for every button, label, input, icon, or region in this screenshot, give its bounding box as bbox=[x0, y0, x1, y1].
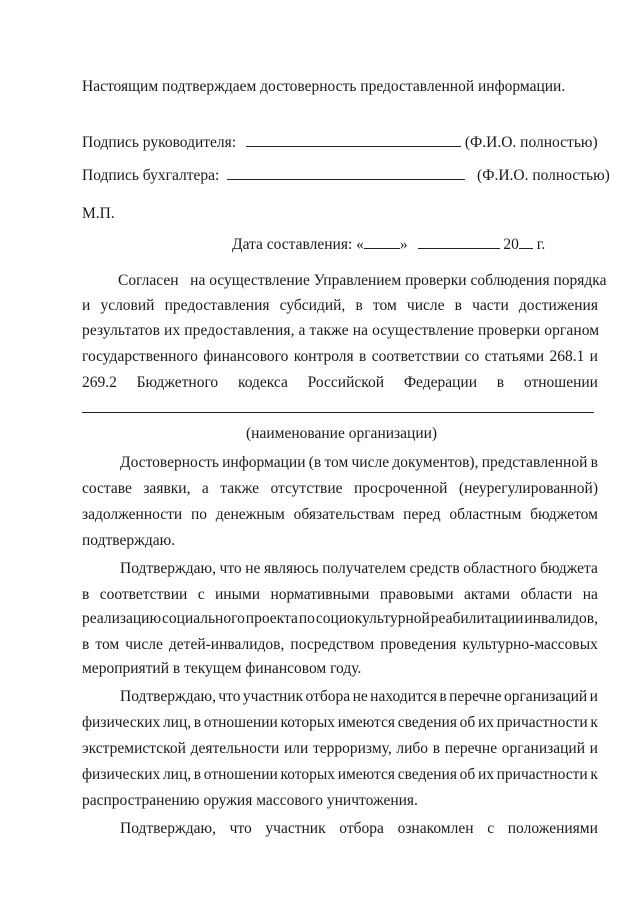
word: числе bbox=[125, 636, 163, 653]
word: проекта bbox=[245, 610, 298, 627]
word: Подтверждаю, bbox=[120, 688, 216, 705]
word: с bbox=[197, 586, 205, 603]
word: перечне bbox=[449, 688, 502, 705]
word: условий bbox=[100, 297, 155, 314]
word: Бюджетного bbox=[136, 374, 219, 391]
word: участник bbox=[242, 688, 304, 705]
word: не bbox=[245, 560, 261, 577]
reliability-line-2 bbox=[82, 480, 598, 498]
date-row bbox=[232, 236, 545, 254]
reliability-line-3 bbox=[82, 506, 598, 524]
recipient-line-4 bbox=[82, 636, 598, 654]
word: бюджета bbox=[540, 560, 598, 577]
extremism-line-2 bbox=[82, 714, 598, 732]
word: не bbox=[352, 688, 368, 705]
word: культурно-массовых bbox=[462, 636, 598, 653]
word: проведения bbox=[380, 636, 457, 653]
word: иными bbox=[214, 586, 261, 603]
word: в bbox=[432, 740, 441, 757]
word: либо bbox=[396, 740, 429, 757]
word: Российской bbox=[307, 374, 385, 391]
consent-word: Согласен bbox=[118, 272, 179, 289]
word: лиц, bbox=[162, 766, 192, 783]
stamp-mark: М.П. bbox=[82, 205, 115, 222]
signature-accountant-row bbox=[82, 167, 610, 185]
word: экстремистской bbox=[82, 740, 186, 757]
word: на bbox=[582, 586, 598, 603]
word: перечне bbox=[444, 740, 498, 757]
signature-accountant-label: Подпись бухгалтера: bbox=[82, 167, 220, 184]
word: участник bbox=[265, 820, 326, 837]
word: терроризму, bbox=[312, 740, 392, 757]
word: что bbox=[229, 820, 252, 837]
word: просроченной bbox=[353, 480, 448, 497]
word: актами bbox=[463, 586, 511, 603]
word: причастности bbox=[496, 714, 588, 731]
word: по bbox=[190, 506, 207, 523]
word: социального bbox=[162, 610, 245, 627]
word: являюсь bbox=[264, 560, 319, 577]
word: и bbox=[589, 348, 598, 365]
date-close-quote: » bbox=[399, 236, 408, 253]
word: субсидий, bbox=[279, 297, 346, 314]
word: представленной bbox=[481, 454, 588, 471]
word: инвалидов, bbox=[524, 610, 598, 627]
organization-name-field[interactable] bbox=[82, 412, 594, 413]
word: что bbox=[219, 560, 242, 577]
word: физических bbox=[82, 766, 161, 783]
word: отношении bbox=[523, 374, 598, 391]
word: задолженности bbox=[82, 506, 183, 523]
word: что bbox=[218, 688, 241, 705]
acquainted-line-1 bbox=[120, 820, 598, 838]
word: 269.2 bbox=[82, 374, 117, 391]
date-day-field[interactable] bbox=[364, 247, 400, 249]
reliability-line-1 bbox=[120, 454, 598, 472]
recipient-line-2 bbox=[82, 586, 598, 604]
word: документов), bbox=[392, 454, 479, 471]
word: предоставления bbox=[164, 297, 270, 314]
word: статьями bbox=[484, 348, 545, 365]
word: соответствии bbox=[99, 586, 188, 603]
word: отсутствие bbox=[270, 480, 343, 497]
word: которых bbox=[280, 714, 336, 731]
signature-head-label: Подпись руководителя: bbox=[82, 134, 237, 151]
word: Достоверность bbox=[120, 454, 219, 471]
word: составе bbox=[82, 480, 132, 497]
word: или bbox=[283, 740, 309, 757]
word: соответствии bbox=[371, 348, 460, 365]
word: в bbox=[355, 297, 363, 314]
word: перед bbox=[403, 506, 441, 523]
consent-line-4 bbox=[82, 348, 598, 366]
word: также bbox=[220, 480, 260, 497]
recipient-line-3 bbox=[82, 610, 598, 628]
word: посредством bbox=[290, 636, 375, 653]
word: об bbox=[459, 766, 476, 783]
word: том bbox=[324, 454, 349, 471]
consent-line-5 bbox=[82, 374, 598, 392]
organization-caption: (наименование организации) bbox=[246, 425, 438, 442]
word: физических bbox=[82, 714, 161, 731]
signature-accountant-hint: (Ф.И.О. полностью) bbox=[477, 167, 610, 184]
consent-line-3: результатов их предоставления, а также на осуществление проверки органом bbox=[82, 322, 600, 339]
word: финансового bbox=[203, 348, 289, 365]
word: сведения bbox=[397, 714, 457, 731]
word: их bbox=[477, 714, 494, 731]
word: в bbox=[193, 766, 202, 783]
word: том bbox=[95, 636, 120, 653]
word: и bbox=[589, 740, 598, 757]
word: государственного bbox=[82, 348, 198, 365]
word: в bbox=[82, 586, 90, 603]
word: в bbox=[193, 714, 202, 731]
word: Федерации bbox=[403, 374, 478, 391]
date-month-field[interactable] bbox=[418, 247, 500, 249]
word: области bbox=[520, 586, 573, 603]
date-label: Дата составления: « bbox=[232, 236, 364, 253]
extremism-line-1 bbox=[120, 688, 598, 706]
signature-head-field[interactable] bbox=[246, 145, 461, 147]
word: средств bbox=[409, 560, 460, 577]
word: к bbox=[590, 714, 598, 731]
word: а bbox=[201, 480, 209, 497]
word: об bbox=[459, 714, 476, 731]
date-year-suffix: г. bbox=[536, 236, 546, 253]
word: имеются bbox=[337, 766, 396, 783]
word: реализацию bbox=[82, 610, 162, 627]
extremism-line-5: распространению оружия массового уничтожения. bbox=[82, 792, 418, 809]
word: детей-инвалидов, bbox=[168, 636, 285, 653]
word: (в bbox=[308, 454, 322, 471]
word: в bbox=[590, 454, 598, 471]
word: заявки, bbox=[143, 480, 191, 497]
extremism-line-3 bbox=[82, 740, 598, 758]
word: кодекса bbox=[237, 374, 288, 391]
word: областным bbox=[449, 506, 522, 523]
word: которых bbox=[280, 766, 336, 783]
word: с bbox=[487, 820, 495, 837]
word: нормативными bbox=[270, 586, 370, 603]
consent-line-1 bbox=[118, 272, 606, 290]
word: ознакомлен bbox=[397, 820, 474, 837]
word: лиц, bbox=[162, 714, 192, 731]
word: обязательствам bbox=[293, 506, 395, 523]
word: положениями bbox=[507, 820, 598, 837]
word: областного bbox=[463, 560, 537, 577]
date-year-prefix: 20 bbox=[503, 236, 519, 253]
word: социокультурной bbox=[315, 610, 430, 627]
word: причастности bbox=[496, 766, 588, 783]
reliability-line-4: подтверждаю. bbox=[82, 532, 176, 549]
word: и bbox=[589, 688, 598, 705]
confirm-line: Настоящим подтверждаем достоверность предоставленной информации. bbox=[82, 78, 566, 95]
word: организаций bbox=[503, 688, 588, 705]
word: в bbox=[454, 297, 462, 314]
consent-line-2 bbox=[82, 297, 598, 315]
word: в bbox=[496, 374, 505, 391]
word: получателем bbox=[322, 560, 406, 577]
word: в bbox=[439, 688, 447, 705]
word: Подтверждаю, bbox=[120, 560, 216, 577]
word: Подтверждаю, bbox=[120, 820, 216, 837]
consent-word: на осуществление Управлением проверки соблюдения порядка bbox=[190, 272, 607, 289]
word: достижения bbox=[518, 297, 598, 314]
word: в bbox=[82, 636, 90, 653]
word: числе bbox=[406, 297, 445, 314]
word: к bbox=[590, 766, 598, 783]
date-year-field[interactable] bbox=[519, 247, 533, 249]
word: отбора bbox=[339, 820, 384, 837]
word: 268.1 bbox=[549, 348, 585, 365]
word: и bbox=[82, 297, 91, 314]
word: находится bbox=[370, 688, 437, 705]
word: деятельности bbox=[190, 740, 280, 757]
word: (неурегулированной) bbox=[458, 480, 598, 497]
word: отношении bbox=[203, 714, 278, 731]
recipient-line-5: мероприятий в текущем финансовом году. bbox=[82, 660, 362, 677]
word: сведения bbox=[397, 766, 457, 783]
word: правовыми bbox=[379, 586, 454, 603]
word: со bbox=[464, 348, 480, 365]
word: денежным bbox=[215, 506, 285, 523]
word: отношении bbox=[203, 766, 278, 783]
word: имеются bbox=[337, 714, 396, 731]
word: организаций bbox=[501, 740, 585, 757]
word: отбора bbox=[305, 688, 351, 705]
signature-head-row bbox=[82, 134, 598, 152]
word: числе bbox=[351, 454, 390, 471]
word: реабилитации bbox=[430, 610, 524, 627]
word: информации bbox=[222, 454, 306, 471]
word: по bbox=[298, 610, 315, 627]
word: в bbox=[359, 348, 367, 365]
word: контроля bbox=[293, 348, 354, 365]
word: том bbox=[372, 297, 397, 314]
extremism-line-4 bbox=[82, 766, 598, 784]
word: части bbox=[472, 297, 509, 314]
word: бюджетом bbox=[530, 506, 598, 523]
signature-accountant-field[interactable] bbox=[227, 178, 465, 180]
recipient-line-1 bbox=[120, 560, 598, 578]
signature-head-hint: (Ф.И.О. полностью) bbox=[464, 134, 598, 151]
word: их bbox=[477, 766, 494, 783]
